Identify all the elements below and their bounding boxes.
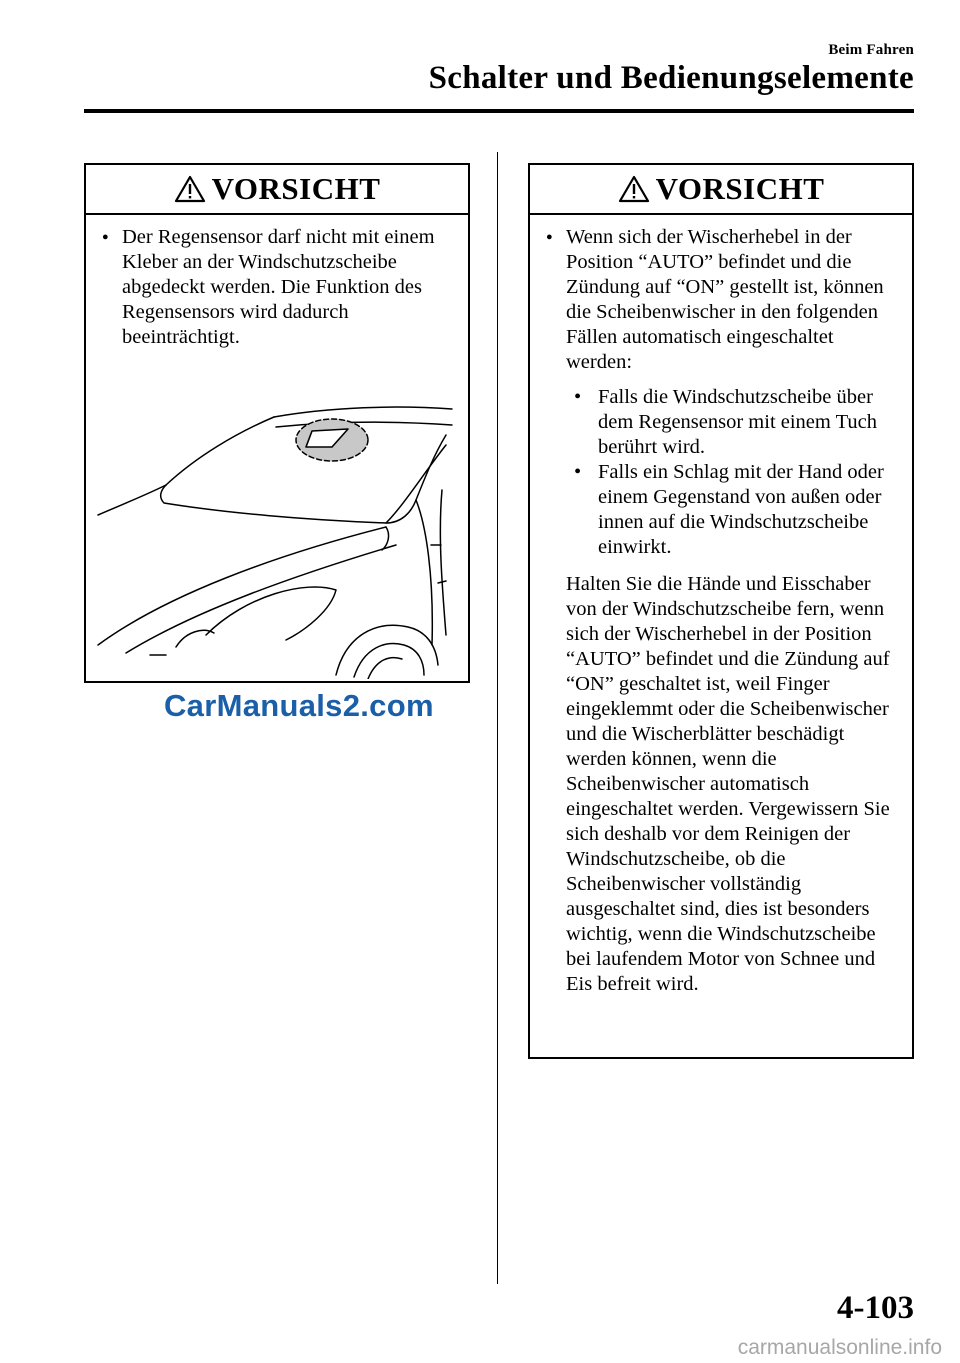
caution-bullet: ● Wenn sich der Wischerhebel in der Position “AUTO” befindet und die Zündung auf “ON” gestellt ist, können die Scheibenwischer in den folgenden Fällen automatisch eingeschaltet werden: [546, 225, 902, 375]
caution-box-left [84, 163, 470, 683]
footer-watermark: carmanualsonline.info [737, 1336, 942, 1359]
section-label: Beim Fahren [828, 42, 914, 58]
list-item: • Falls ein Schlag mit der Hand oder einem Gegenstand von außen oder innen auf die Windschutzscheibe einwirkt. [570, 460, 902, 560]
caution-paragraph: Halten Sie die Hände und Eisschaber von der Windschutzscheibe fern, wenn sich der Wischerhebel in der Position “AUTO” befindet und die Zündung auf “ON” geschaltet ist, weil Finger eingeklemmt oder die Scheibenwischer und die Wischerblätter beschädigt werden können, wenn die Scheibenwischer automatisch eingeschaltet werden. Vergewissern Sie sich deshalb vor dem Reinigen der Windschutzscheibe, ob die Scheibenwischer vollständig ausgeschaltet sind, dies ist besonders wichtig, wenn die Windschutzscheibe bei laufendem Motor von Schnee und Eis befreit wird. [566, 573, 890, 995]
page-title: Schalter und Bedienungselemente [428, 60, 914, 96]
column-divider [497, 152, 498, 1284]
watermark: CarManuals2.com [164, 688, 434, 723]
caution-header [530, 165, 912, 215]
caution-heading: VORSICHT [655, 171, 825, 206]
caution-box-right [528, 163, 914, 1059]
caution-heading: VORSICHT [211, 171, 381, 206]
warning-triangle-icon [618, 175, 650, 203]
list-item: • Falls die Windschutzscheibe über dem Regensensor mit einem Tuch berührt wird. [570, 385, 902, 460]
page-number: 4-103 [837, 1290, 914, 1326]
header-rule [84, 109, 914, 113]
caution-bullet: ● Der Regensensor darf nicht mit einem Kleber an der Windschutzscheibe abgedeckt werden. Die Funktion des Regensensors wird dadurch beeinträchtigt. [102, 225, 458, 350]
caution-sub-list [570, 385, 902, 560]
windshield-rain-sensor-illustration [86, 395, 468, 679]
warning-triangle-icon [174, 175, 206, 203]
caution-header [86, 165, 468, 215]
